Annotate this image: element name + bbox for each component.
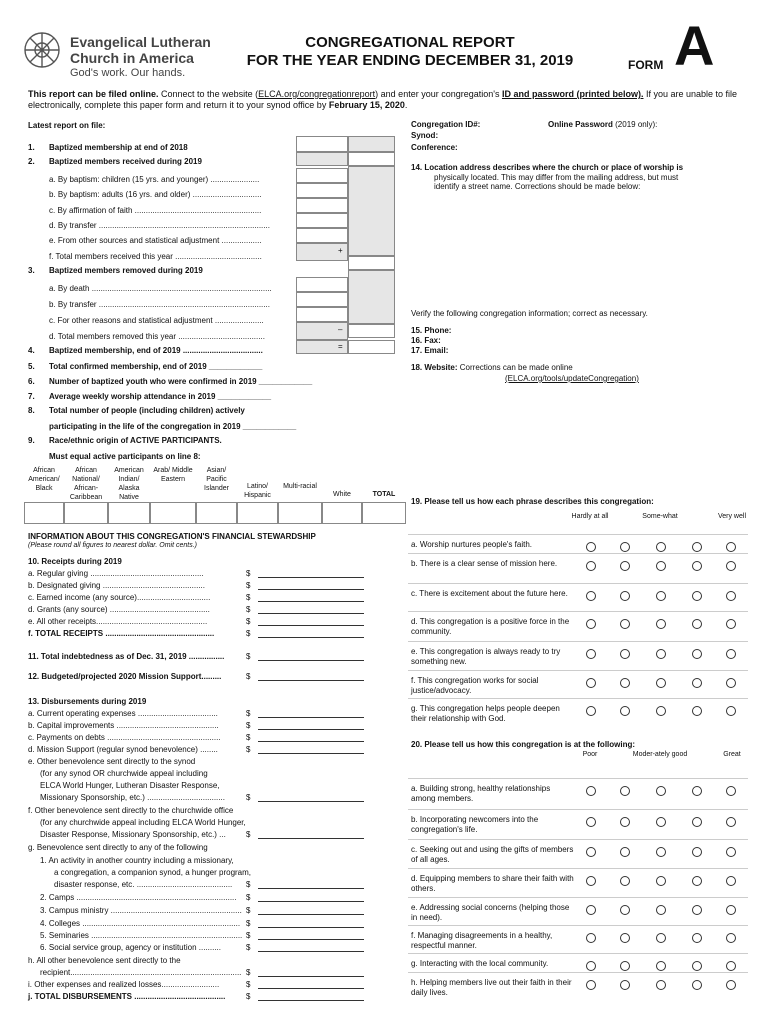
- finance-row-label: a congregation, a companion synod, a hunger program,: [54, 868, 252, 877]
- amount-input-line[interactable]: [258, 660, 364, 661]
- amount-input-line[interactable]: [258, 838, 364, 839]
- race-col-header: African American/ Black: [28, 467, 60, 492]
- finance-row-label: (for any churchwide appeal including ELCA World Hunger,: [40, 818, 246, 827]
- race-col-header: Arab/ Middle Eastern: [153, 467, 193, 483]
- amount-input-line[interactable]: [258, 976, 364, 977]
- q19-row-divider: [408, 611, 748, 612]
- dollar-sign: $: [246, 880, 251, 889]
- q2b-field[interactable]: [296, 183, 348, 198]
- q19-row-divider: [408, 698, 748, 699]
- q19-radio-option[interactable]: [656, 561, 666, 571]
- finance-row-label: a. Regular giving ...................................................: [28, 569, 204, 578]
- q19-radio-option[interactable]: [620, 678, 630, 688]
- q2f-field[interactable]: [348, 256, 395, 270]
- race-col-header: African National/ African-Caribbean: [69, 467, 103, 501]
- dollar-sign: $: [246, 968, 251, 977]
- q2c-field[interactable]: [296, 198, 348, 213]
- finance-row-label: b. Designated giving ..............................................: [28, 581, 205, 590]
- form-letter: A: [674, 14, 715, 77]
- q20-radio-option[interactable]: [586, 905, 596, 915]
- q17-email-label: 17. Email:: [411, 346, 449, 355]
- finance-row-label: recipient.............................................................................: [40, 968, 242, 977]
- amount-input-line[interactable]: [258, 988, 364, 989]
- latest-report-shade: [348, 136, 395, 152]
- race-col-header: American Indian/ Alaska Native: [114, 467, 144, 501]
- q18-website-text: 18. Website:: [411, 363, 458, 372]
- q20-radio-option[interactable]: [726, 933, 736, 943]
- q16-fax-label: 16. Fax:: [411, 336, 441, 345]
- amount-input-line[interactable]: [258, 680, 364, 681]
- q20-col-header: Moder-ately good: [632, 751, 688, 758]
- amount-input-line[interactable]: [258, 914, 364, 915]
- q20-radio-option[interactable]: [656, 786, 666, 796]
- q9-label-2: Must equal active participants on line 8:: [49, 452, 201, 461]
- q20-item-label: b. Incorporating newcomers into the congregation's life.: [411, 815, 539, 834]
- q20-radio-option[interactable]: [586, 786, 596, 796]
- race-col-header: Multi-racial: [283, 483, 317, 490]
- q19-radio-option[interactable]: [620, 561, 630, 571]
- finance-row-label: c. Earned income (any source).................................: [28, 593, 211, 602]
- q20-item-label: a. Building strong, healthy relationships among members.: [411, 784, 551, 803]
- q19-radio-option[interactable]: [620, 619, 630, 629]
- q2d-field[interactable]: [296, 213, 348, 228]
- q19-radio-option[interactable]: [726, 649, 736, 659]
- dollar-sign: $: [246, 980, 251, 989]
- q7-label: Average weekly worship attendance in 2019 ____________: [49, 392, 272, 401]
- finance-row-label: i. Other expenses and realized losses..........................: [28, 980, 220, 989]
- finance-row-label: d. Mission Support (regular synod benevolence) ........: [28, 745, 218, 754]
- latest-report-field[interactable]: [296, 136, 348, 152]
- q20-col-header: Great: [723, 751, 741, 758]
- q19-radio-option[interactable]: [620, 591, 630, 601]
- q20-radio-option[interactable]: [586, 847, 596, 857]
- q18-website-label: [411, 363, 573, 372]
- dollar-sign: $: [246, 721, 251, 730]
- q20-radio-option[interactable]: [656, 876, 666, 886]
- q19-radio-option[interactable]: [586, 561, 596, 571]
- org-name-line2: Church in America: [70, 50, 194, 66]
- finance-row-label: 4. Colleges .......................................................................: [40, 919, 241, 928]
- q19-item-label: g. This congregation helps people deepen their relationship with God.: [411, 704, 560, 723]
- q5-label: Total confirmed membership, end of 2019 ____________: [49, 362, 263, 371]
- org-name-line1: Evangelical Lutheran: [70, 34, 211, 50]
- q19-radio-option[interactable]: [692, 561, 702, 571]
- amount-input-line[interactable]: [258, 927, 364, 928]
- amount-input-line[interactable]: [258, 601, 364, 602]
- q20-radio-option[interactable]: [656, 847, 666, 857]
- q20-item-label: f. Managing disagreements in a healthy, respectful manner.: [411, 931, 553, 950]
- amount-input-line[interactable]: [258, 753, 364, 754]
- q19-radio-option[interactable]: [726, 591, 736, 601]
- q20-radio-option[interactable]: [726, 876, 736, 886]
- q19-radio-option[interactable]: [586, 619, 596, 629]
- q14-label-2: physically located. This may differ from the mailing address, but must: [434, 173, 679, 182]
- finance-row-label: f. Other benevolence sent directly to the churchwide office: [28, 806, 234, 815]
- amount-input-line[interactable]: [258, 741, 364, 742]
- q19-col-header: Hardly at all: [571, 513, 609, 520]
- dollar-sign: $: [246, 745, 251, 754]
- online-report-link[interactable]: ELCA.org/congregationreport: [258, 89, 376, 99]
- race-input-cell[interactable]: [108, 502, 150, 524]
- finance-row-label: Missionary Sponsorship, etc.) ...................................: [40, 793, 225, 802]
- q19-radio-option[interactable]: [726, 678, 736, 688]
- q19-row-divider: [408, 583, 748, 584]
- q20-radio-option[interactable]: [656, 817, 666, 827]
- synod-label: Synod:: [411, 131, 439, 140]
- q19-radio-option[interactable]: [656, 678, 666, 688]
- q20-radio-option[interactable]: [620, 847, 630, 857]
- q9-label-1: Race/ethnic origin of ACTIVE PARTICIPANTS.: [49, 436, 222, 445]
- q19-row-divider: [408, 534, 748, 535]
- q19-title: 19. Please tell us how each phrase describes this congregation:: [411, 497, 654, 506]
- q19-radio-option[interactable]: [692, 542, 702, 552]
- org-tagline: God's work. Our hands.: [70, 67, 186, 79]
- report-title: CONGREGATIONAL REPORT: [305, 34, 515, 51]
- q1-field[interactable]: [348, 152, 395, 166]
- q3-shade: [348, 270, 395, 324]
- q4-label: Baptized membership, end of 2019 ....................................: [49, 346, 263, 355]
- race-input-cell[interactable]: [322, 502, 362, 524]
- dollar-sign: $: [246, 733, 251, 742]
- q20-radio-option[interactable]: [726, 980, 736, 990]
- q2e-field[interactable]: [296, 228, 348, 243]
- q20-radio-option[interactable]: [620, 786, 630, 796]
- q19-item-label: b. There is a clear sense of mission here.: [411, 559, 558, 568]
- q6-label: Number of baptized youth who were confirmed in 2019 ____________: [49, 377, 313, 386]
- finance-row-label: f. TOTAL RECEIPTS .................................................: [28, 629, 215, 638]
- dollar-sign: $: [246, 709, 251, 718]
- q19-radio-option[interactable]: [726, 561, 736, 571]
- q20-radio-option[interactable]: [692, 876, 702, 886]
- finance-row-label: Disaster Response, Missionary Sponsorship, etc.) ...: [40, 830, 226, 839]
- q19-item-label: a. Worship nurtures people's faith.: [411, 540, 532, 549]
- equals-sign: =: [338, 342, 343, 351]
- q19-radio-option[interactable]: [692, 619, 702, 629]
- online-password-note: (2019 only):: [612, 120, 658, 129]
- dollar-sign: $: [246, 569, 251, 578]
- finance-title: INFORMATION ABOUT THIS CONGREGATION'S FINANCIAL STEWARDSHIP: [28, 532, 316, 541]
- q19-row-divider: [408, 670, 748, 671]
- amount-input-line[interactable]: [258, 625, 364, 626]
- q19-radio-option[interactable]: [692, 591, 702, 601]
- amount-input-line[interactable]: [258, 939, 364, 940]
- q19-radio-option[interactable]: [586, 706, 596, 716]
- dollar-sign: $: [246, 652, 251, 661]
- amount-input-line[interactable]: [258, 888, 364, 889]
- q19-item-label: c. There is excitement about the future here.: [411, 589, 568, 598]
- q19-row-divider: [408, 641, 748, 642]
- q20-radio-option[interactable]: [656, 980, 666, 990]
- q20-row-divider: [408, 868, 748, 869]
- q20-radio-option[interactable]: [692, 786, 702, 796]
- q3a-field[interactable]: [296, 277, 348, 292]
- q3d-field[interactable]: [348, 324, 395, 338]
- finance-row-label: d. Grants (any source) .............................................: [28, 605, 210, 614]
- q19-radio-option[interactable]: [586, 542, 596, 552]
- q20-radio-option[interactable]: [620, 905, 630, 915]
- q19-radio-option[interactable]: [726, 619, 736, 629]
- finance-row-label: (for any synod OR churchwide appeal including: [40, 769, 208, 778]
- dollar-sign: $: [246, 830, 251, 839]
- congregation-id-label: Congregation ID#:: [411, 120, 481, 129]
- q20-radio-option[interactable]: [692, 905, 702, 915]
- q3d-label: d. Total members removed this year .......................................: [49, 332, 265, 341]
- latest-report-label: Latest report on file:: [28, 121, 106, 130]
- q20-radio-option[interactable]: [586, 980, 596, 990]
- dollar-sign: $: [246, 672, 251, 681]
- q20-radio-option[interactable]: [656, 905, 666, 915]
- q2a-label: a. By baptism: children (15 yrs. and younger) ......................: [49, 175, 260, 184]
- q20-radio-option[interactable]: [692, 961, 702, 971]
- finance-row-label: disaster response, etc. ...........................................: [54, 880, 233, 889]
- minus-sign: –: [338, 325, 343, 334]
- q3c-label: c. For other reasons and statistical adjustment ......................: [49, 316, 264, 325]
- intro-lead: This report can be filed online.: [28, 89, 159, 99]
- q20-radio-option[interactable]: [620, 933, 630, 943]
- q20-radio-option[interactable]: [586, 817, 596, 827]
- q19-item-label: e. This congregation is always ready to try something new.: [411, 647, 561, 666]
- q20-col-header: Poor: [582, 751, 598, 758]
- conference-label: Conference:: [411, 143, 458, 152]
- q20-row-divider: [408, 925, 748, 926]
- finance-row-label: 10. Receipts during 2019: [28, 557, 122, 566]
- q20-radio-option[interactable]: [586, 961, 596, 971]
- q19-radio-option[interactable]: [692, 706, 702, 716]
- q3b-label: b. By transfer .............................................................................: [49, 300, 270, 309]
- q8-label-2: participating in the life of the congregation in 2019 ____________: [49, 422, 297, 431]
- q2c-label: c. By affirmation of faith .........................................................: [49, 206, 262, 215]
- q20-radio-option[interactable]: [586, 933, 596, 943]
- q8-label-1: Total number of people (including children) actively: [49, 406, 245, 415]
- q20-radio-option[interactable]: [586, 876, 596, 886]
- q20-title: 20. Please tell us how this congregation is at the following:: [411, 740, 636, 749]
- amount-input-line[interactable]: [258, 637, 364, 638]
- dollar-sign: $: [246, 793, 251, 802]
- amount-input-line[interactable]: [258, 801, 364, 802]
- dollar-sign: $: [246, 893, 251, 902]
- q2-shade: [348, 166, 395, 256]
- finance-row-label: g. Benevolence sent directly to any of the following: [28, 843, 208, 852]
- finance-row-label: b. Capital improvements ..............................................: [28, 721, 219, 730]
- q19-col-header: Very well: [717, 513, 746, 520]
- race-input-cell[interactable]: [237, 502, 278, 524]
- intro-text-2: ) and enter your congregation's: [375, 89, 502, 99]
- finance-row-label: 13. Disbursements during 2019: [28, 697, 147, 706]
- amount-input-line[interactable]: [258, 613, 364, 614]
- q20-radio-option[interactable]: [692, 847, 702, 857]
- finance-row-label: 11. Total indebtedness as of Dec. 31, 2019 ................: [28, 652, 225, 661]
- q18-website-note: Corrections can be made online: [457, 363, 573, 372]
- q15-phone-label: 15. Phone:: [411, 326, 452, 335]
- finance-row-label: 6. Social service group, agency or institution ..........: [40, 943, 221, 952]
- dollar-sign: $: [246, 581, 251, 590]
- q2f-label: f. Total members received this year .......................................: [49, 252, 262, 261]
- finance-row-label: 5. Seminaries ....................................................................: [40, 931, 243, 940]
- q19-radio-option[interactable]: [726, 542, 736, 552]
- q3-label: Baptized members removed during 2019: [49, 266, 203, 275]
- q19-item-label: d. This congregation is a positive force in the community.: [411, 617, 570, 636]
- finance-row-label: 3. Campus ministry ...........................................................: [40, 906, 242, 915]
- amount-input-line[interactable]: [258, 729, 364, 730]
- q20-radio-option[interactable]: [620, 876, 630, 886]
- q20-item-label: h. Helping members live out their faith in their daily lives.: [411, 978, 572, 997]
- dollar-sign: $: [246, 617, 251, 626]
- race-input-cell[interactable]: [362, 502, 406, 524]
- q19-radio-option[interactable]: [656, 619, 666, 629]
- intro-text-4: .: [404, 100, 408, 110]
- finance-row-label: j. TOTAL DISBURSEMENTS .........................................: [28, 992, 226, 1001]
- q3c-field[interactable]: [296, 307, 348, 322]
- race-col-header: Latino/ Hispanic: [244, 483, 271, 499]
- finance-row-label: 12. Budgeted/projected 2020 Mission Support.........: [28, 672, 222, 681]
- dollar-sign: $: [246, 919, 251, 928]
- q20-radio-option[interactable]: [620, 961, 630, 971]
- q19-radio-option[interactable]: [586, 649, 596, 659]
- q2d-label: d. By transfer .............................................................................: [49, 221, 270, 230]
- online-password-label: [548, 120, 657, 129]
- amount-input-line[interactable]: [258, 577, 364, 578]
- plus-sign: +: [338, 246, 343, 255]
- q20-item-label: e. Addressing social concerns (helping those in need).: [411, 903, 570, 922]
- q3b-field[interactable]: [296, 292, 348, 307]
- finance-row-label: ELCA World Hunger, Lutheran Disaster Response,: [40, 781, 220, 790]
- dollar-sign: $: [246, 906, 251, 915]
- intro-text-3: If you are unable to file electronically, complete this paper form and return it to your synod office by: [28, 89, 738, 110]
- q20-row-divider: [408, 972, 748, 973]
- update-congregation-link[interactable]: (ELCA.org/tools/updateCongregation): [505, 374, 639, 383]
- q20-radio-option[interactable]: [726, 961, 736, 971]
- q19-radio-option[interactable]: [620, 649, 630, 659]
- dollar-sign: $: [246, 992, 251, 1001]
- q20-item-label: d. Equipping members to share their faith with others.: [411, 874, 574, 893]
- race-col-header: White: [333, 491, 351, 498]
- race-input-cell[interactable]: [278, 502, 322, 524]
- finance-row-label: c. Payments on debts ...................................................: [28, 733, 221, 742]
- q20-radio-option[interactable]: [726, 905, 736, 915]
- q20-radio-option[interactable]: [692, 933, 702, 943]
- dollar-sign: $: [246, 943, 251, 952]
- q2b-label: b. By baptism: adults (16 yrs. and older) ...............................: [49, 190, 262, 199]
- q19-radio-option[interactable]: [692, 649, 702, 659]
- race-col-header: Asian/ Pacific Islander: [204, 467, 229, 492]
- q2a-field[interactable]: [296, 168, 348, 183]
- form-label: FORM: [628, 58, 664, 72]
- race-input-cell[interactable]: [196, 502, 237, 524]
- q19-radio-option[interactable]: [620, 706, 630, 716]
- amount-input-line[interactable]: [258, 951, 364, 952]
- finance-row-label: e. All other receipts..................................................: [28, 617, 208, 626]
- q2e-label: e. From other sources and statistical adjustment ..................: [49, 236, 262, 245]
- race-col-header: TOTAL: [372, 491, 396, 498]
- q19-radio-option[interactable]: [586, 591, 596, 601]
- q20-radio-option[interactable]: [656, 961, 666, 971]
- q20-row-divider: [408, 897, 748, 898]
- report-subtitle: FOR THE YEAR ENDING DECEMBER 31, 2019: [246, 52, 574, 69]
- q19-radio-option[interactable]: [656, 542, 666, 552]
- online-password-text: Online Password: [548, 120, 613, 129]
- q14-label-3: identify a street name. Corrections should be made below:: [434, 182, 641, 191]
- finance-row-label: a. Current operating expenses ....................................: [28, 709, 218, 718]
- dollar-sign: $: [246, 593, 251, 602]
- id-password-note: ID and password (printed below).: [501, 89, 644, 99]
- intro-text-1: Connect to the website (: [158, 89, 259, 99]
- finance-row-label: 1. An activity in another country including a missionary,: [40, 856, 234, 865]
- intro-paragraph: [28, 89, 748, 111]
- finance-row-label: e. Other benevolence sent directly to the synod: [28, 757, 196, 766]
- dollar-sign: $: [246, 605, 251, 614]
- q20-radio-option[interactable]: [656, 933, 666, 943]
- q20-row-divider: [408, 809, 748, 810]
- finance-row-label: 2. Camps ........................................................................: [40, 893, 237, 902]
- deadline: February 15, 2020: [328, 100, 405, 110]
- q20-radio-option[interactable]: [692, 817, 702, 827]
- elca-logo-icon: [22, 30, 62, 70]
- q19-radio-option[interactable]: [620, 542, 630, 552]
- q20-row-divider: [408, 839, 748, 840]
- q20-radio-option[interactable]: [620, 980, 630, 990]
- q3a-label: a. By death .................................................................................: [49, 284, 272, 293]
- q19-row-divider: [408, 553, 748, 554]
- q20-row-divider: [408, 778, 748, 779]
- q19-radio-option[interactable]: [692, 678, 702, 688]
- q20-radio-option[interactable]: [692, 980, 702, 990]
- q20-radio-option[interactable]: [620, 817, 630, 827]
- verify-label: Verify the following congregation information; correct as necessary.: [411, 309, 648, 318]
- dollar-sign: $: [246, 629, 251, 638]
- amount-input-line[interactable]: [258, 1000, 364, 1001]
- finance-row-label: h. All other benevolence sent directly to the: [28, 956, 181, 965]
- q19-item-label: f. This congregation works for social justice/advocacy.: [411, 676, 539, 695]
- q19-radio-option[interactable]: [656, 649, 666, 659]
- race-input-cell[interactable]: [64, 502, 108, 524]
- q20-item-label: g. Interacting with the local community.: [411, 959, 549, 968]
- q20-item-label: c. Seeking out and using the gifts of members of all ages.: [411, 845, 574, 864]
- q20-radio-option[interactable]: [726, 847, 736, 857]
- q19-radio-option[interactable]: [656, 706, 666, 716]
- q19-radio-option[interactable]: [586, 678, 596, 688]
- amount-input-line[interactable]: [258, 589, 364, 590]
- q20-radio-option[interactable]: [726, 817, 736, 827]
- amount-input-line[interactable]: [258, 717, 364, 718]
- finance-note: (Please round all figures to nearest dollar. Omit cents.): [28, 542, 197, 549]
- q1-shade: [296, 152, 348, 166]
- q14-label-1: 14. Location address describes where the church or place of worship is: [411, 163, 684, 172]
- dollar-sign: $: [246, 931, 251, 940]
- race-input-cell[interactable]: [150, 502, 196, 524]
- q20-radio-option[interactable]: [726, 786, 736, 796]
- q2-label: Baptized members received during 2019: [49, 157, 202, 166]
- q19-radio-option[interactable]: [656, 591, 666, 601]
- q19-radio-option[interactable]: [726, 706, 736, 716]
- q1-label: Baptized membership at end of 2018: [49, 143, 188, 152]
- amount-input-line[interactable]: [258, 901, 364, 902]
- q4-field[interactable]: [348, 340, 395, 354]
- q19-col-header: Some-what: [642, 513, 678, 520]
- race-input-cell[interactable]: [24, 502, 64, 524]
- q20-row-divider: [408, 953, 748, 954]
